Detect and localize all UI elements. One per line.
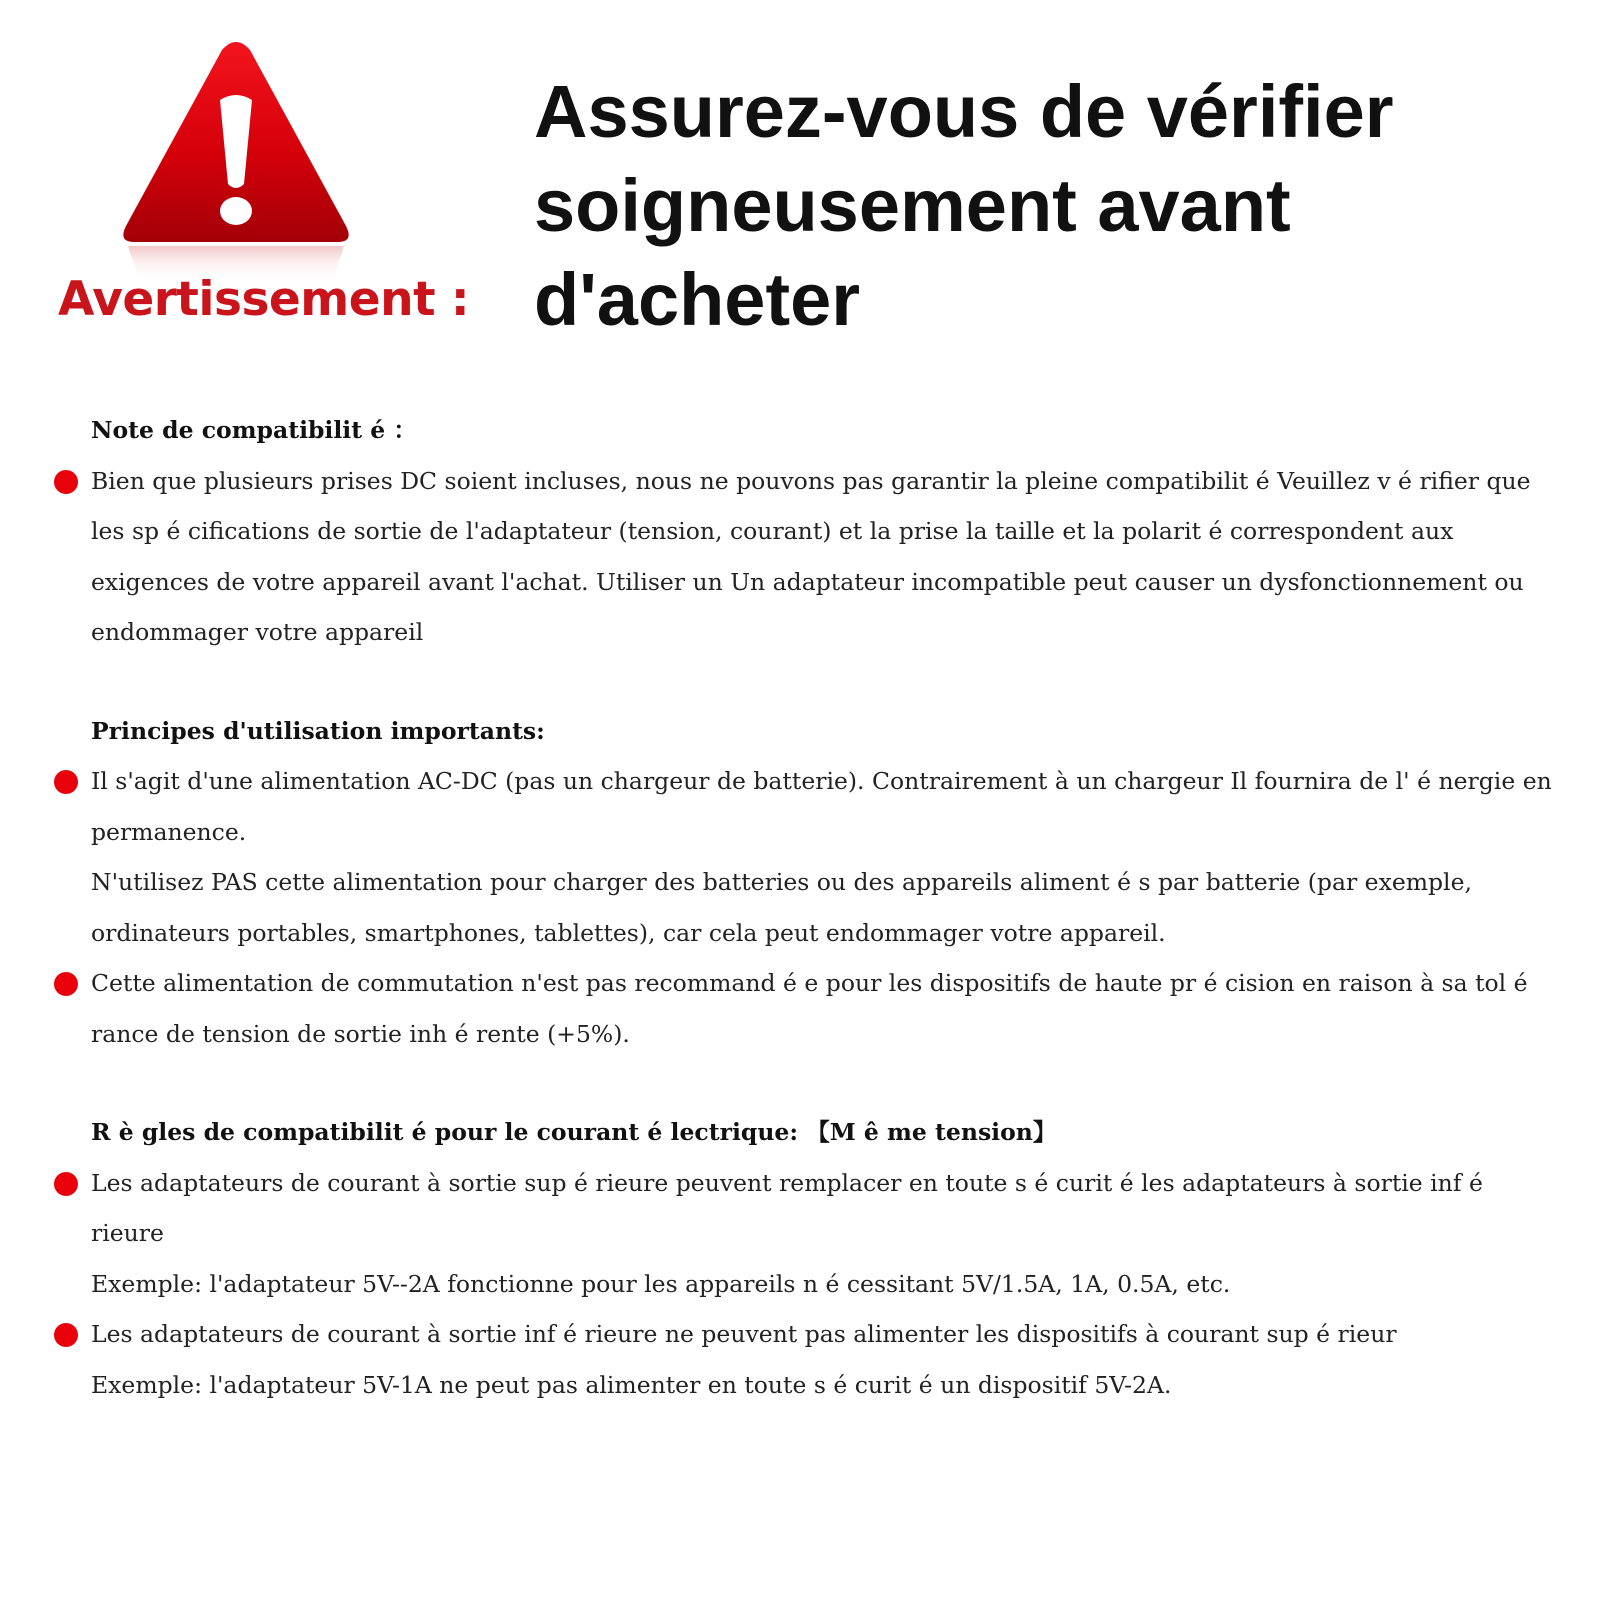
list-item <box>0 1158 1600 1310</box>
section-usage-principles <box>0 706 1600 1060</box>
bullet-text: Les adaptateurs de courant à sortie sup é rieure peuvent remplacer en toute s é curit é les adaptateurs à sortie inf é rieure <box>91 1168 1483 1247</box>
bullet-text: Les adaptateurs de courant à sortie inf é rieure ne peuvent pas alimenter les dispositifs à courant sup é rieur <box>91 1320 1397 1348</box>
list-item <box>0 1309 1600 1410</box>
list-item <box>0 456 1600 658</box>
section-compatibility-note <box>0 405 1600 658</box>
warning-label: Avertissement : <box>58 272 470 327</box>
example-text: Exemple: l'adaptateur 5V--2A fonctionne pour les appareils n é cessitant 5V/1.5A, 1A, 0.5A, etc. <box>91 1269 1231 1298</box>
list-item <box>0 958 1600 1059</box>
bullet-text: N'utilisez PAS cette alimentation pour charger des batteries ou des appareils aliment é s par batterie (par exemple, ordinateurs portables, smartphones, tablettes), car cela peut endommager votre appareil. <box>91 868 1472 947</box>
red-bullet-icon <box>54 972 78 996</box>
red-bullet-icon <box>54 770 78 794</box>
red-bullet-icon <box>54 1172 78 1196</box>
page-title: Assurez-vous de vérifier soigneusement avant d'acheter <box>534 70 1394 341</box>
bullet-text: Bien que plusieurs prises DC soient incluses, nous ne pouvons pas garantir la pleine compatibilit é Veuillez v é rifier que les sp é cifications de sortie de l'adaptateur (tension, courant) et la prise la taille et la polarit é correspondent aux exigences de votre appareil avant l'achat. Utiliser un Un adaptateur incompatible peut causer un dysfonctionnement ou endommager votre appareil <box>91 466 1531 646</box>
red-bullet-icon <box>54 470 78 494</box>
section-title: R è gles de compatibilit é pour le courant é lectrique: 【M ê me tension】 <box>91 1118 1057 1146</box>
section-current-rules <box>0 1107 1600 1410</box>
section-title: Note de compatibilit é ： <box>91 416 417 444</box>
example-text: Exemple: l'adaptateur 5V-1A ne peut pas alimenter en toute s é curit é un dispositif 5V-2A. <box>91 1370 1172 1399</box>
red-bullet-icon <box>54 1323 78 1347</box>
bullet-text: Cette alimentation de commutation n'est pas recommand é e pour les dispositifs de haute pr é cision en raison à sa tol é rance de tension de sortie inh é rente (+5%). <box>91 969 1528 1048</box>
bullet-text: Il s'agit d'une alimentation AC-DC (pas un chargeur de batterie). Contrairement à un chargeur Il fournira de l' é nergie en permanence. <box>91 767 1552 846</box>
section-title: Principes d'utilisation importants: <box>91 716 545 745</box>
notice-body <box>0 405 1600 1410</box>
warning-triangle-icon <box>118 38 364 288</box>
list-item <box>0 756 1600 958</box>
